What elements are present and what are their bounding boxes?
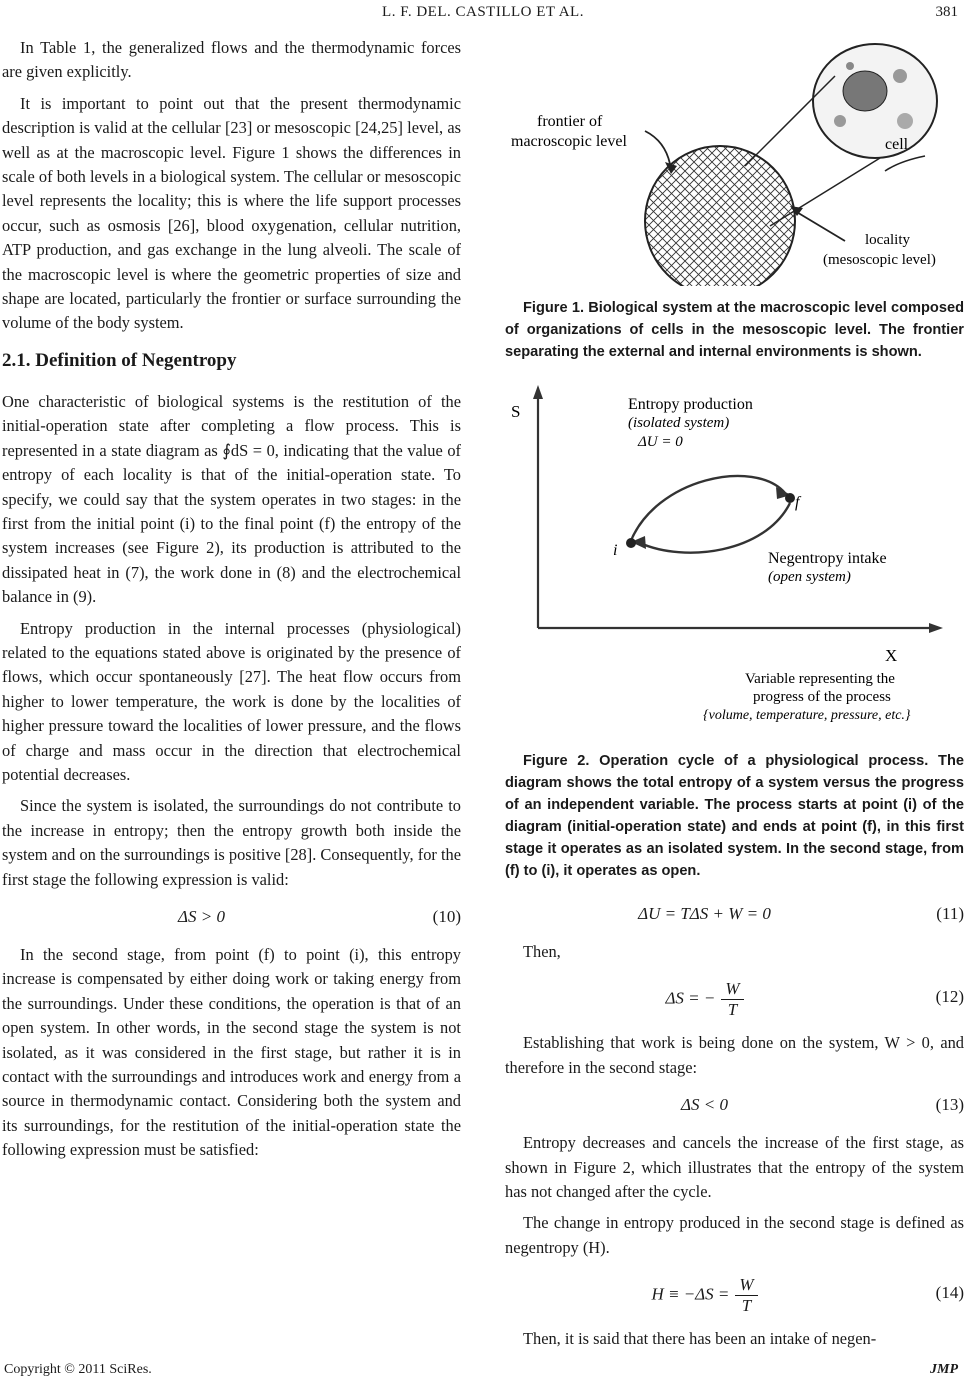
paragraph: One characteristic of biological systems is the restitution of the initial-operation state after completing a flow process. This is represented in a state diagram as ∮dS = 0, indicating that the value of entropy of each locality is that of the initial-operation state. To specify, we could say that the system operates in two stages: in the first from the initial point (i) to the final point (f) the entropy of the system increases (see Figure 2), its production is attributed to the dissipated heat in (7), the work done in (8) and the electrochemical balance in (9). — [2, 391, 461, 607]
negentropy-line-1: Negentropy intake — [768, 550, 887, 567]
section-heading: 2.1. Definition of Negentropy — [2, 349, 237, 371]
label-cell: cell — [885, 136, 909, 153]
copyright: Copyright © 2011 SciRes. — [4, 1362, 152, 1377]
equation-number: (11) — [936, 904, 964, 923]
right-column — [505, 36, 964, 1359]
label-frontier-2: macroscopic level — [511, 133, 627, 150]
negentropy-curve — [640, 503, 790, 553]
equation-number: (13) — [935, 1095, 964, 1115]
equation-expression — [505, 979, 904, 1020]
paragraph: Since the system is isolated, the surroundings do not contribute to the increase in entropy; then the entropy growth both inside the system and on the surroundings is positive [28]. Consequently, for the first stage the following expression is valid: — [2, 796, 461, 889]
figure-2-diagram — [505, 383, 964, 733]
journal-name: JMP — [930, 1362, 958, 1377]
equation-expression: ΔS > 0 — [178, 907, 225, 926]
title-line-3: ΔU = 0 — [638, 434, 683, 450]
variable-line-1: Variable representing the — [745, 671, 895, 687]
denominator: T — [741, 1296, 752, 1316]
equation-lhs: H ≡ −ΔS = — [651, 1284, 730, 1304]
organelle — [893, 69, 907, 83]
numerator: W — [735, 1275, 757, 1296]
paragraph: In Table 1, the generalized flows and the thermodynamic forces are given explicitly. — [2, 38, 461, 82]
equation-expression — [505, 1275, 904, 1316]
equation-14 — [505, 1267, 964, 1321]
y-axis-arrow — [533, 385, 543, 399]
equation-expression: ΔS < 0 — [681, 1095, 728, 1115]
numerator: W — [721, 979, 743, 1000]
point-f-label: f — [795, 494, 800, 511]
label-frontier: frontier of — [537, 113, 603, 130]
axis-x-label: X — [885, 646, 898, 665]
axis-y-label: S — [511, 402, 521, 421]
equation-expression: ΔU = TΔS + W = 0 — [638, 904, 771, 923]
label-locality-2: (mesoscopic level) — [823, 252, 936, 268]
title-line-1: Entropy production — [628, 396, 753, 413]
point-i-label: i — [613, 542, 618, 559]
left-column — [2, 36, 461, 1170]
locality-pointer — [795, 211, 845, 241]
figure-1-illustration — [505, 36, 964, 286]
running-header: L. F. DEL. CASTILLO ET AL. — [382, 4, 584, 20]
paragraph: The change in entropy produced in the second stage is defined as negentropy (H). — [505, 1213, 964, 1257]
variable-line-3: {volume, temperature, pressure, etc.} — [703, 708, 911, 723]
figure-2-caption: Figure 2. Operation cycle of a physiological process. The diagram shows the total entropy of a system versus the progress of an independent variable. The process starts at point (i) of the diagram (initial-operation state) and ends at point (f), in this first stage it operates as an isolated system. In the second stage, from (f) to (i), it operates as open. — [505, 753, 964, 879]
title-line-2: (isolated system) — [628, 415, 730, 431]
page-number: 381 — [935, 4, 958, 20]
figure-1 — [505, 36, 964, 363]
equation-number: (14) — [935, 1283, 964, 1303]
variable-line-2: progress of the process — [753, 689, 891, 705]
paragraph: Establishing that work is being done on the system, W > 0, and therefore in the second stage: — [505, 1033, 964, 1077]
point-i-marker — [626, 538, 636, 548]
paragraph: Then, — [523, 942, 561, 961]
organelle — [834, 115, 846, 127]
point-f-marker — [785, 493, 795, 503]
fraction — [735, 1275, 757, 1316]
organelle — [897, 113, 913, 129]
cell-nucleus — [843, 71, 887, 111]
paragraph: In the second stage, from point (f) to point (i), this entropy increase is compensated by either doing work or taking energy from the surroundings. Under these conditions, the operation is that of an open system. In other words, in the second stage the system is not isolated, as it was considered in the first stage, but rather it is in contact with the surroundings and introduces work and energy from a source in thermodynamic contact. Considering both the system and its surroundings, for the restitution of the initial-operation state the following expression must be satisfied: — [2, 945, 461, 1160]
organelle — [846, 62, 854, 70]
equation-number: (12) — [935, 987, 964, 1007]
cell-label-pointer — [885, 156, 925, 171]
equation-number: (10) — [432, 907, 461, 926]
fraction — [721, 979, 743, 1020]
frontier-pointer — [645, 131, 670, 164]
negentropy-line-2: (open system) — [768, 569, 851, 585]
denominator: T — [727, 1000, 738, 1020]
paragraph: It is important to point out that the present thermodynamic description is valid at the cellular [23] or mesoscopic [24,25] level, as well as at the macroscopic level. Figure 1 shows the differences in scale of both levels in a biological system. The cellular or mesoscopic level represents the locality; this is where the life support processes occur, such as osmosis [26], blood oxygenation, cellular nutrition, ATP production, and gas exchange in the lung alveoli. The scale of the macroscopic level is where the geometric properties of size and shape are located, particularly the frontier or surface surrounding the volume of the body system. — [2, 93, 461, 333]
equation-10 — [2, 899, 461, 937]
paragraph: Entropy production in the internal processes (physiological) related to the equations stated above is originated by the presence of flows, which occur spontaneously [27]. The heat flow occurs from higher to lower temperature, the work is done by the localities of higher pressure toward the localities of lower pressure, and the flows of charge and mass occur in the direction that electrochemical potential decreases. — [2, 618, 461, 784]
figure-1-caption: Figure 1. Biological system at the macroscopic level composed of organizations of cells in the mesoscopic level. The frontier separating the external and internal environments is shown. — [505, 300, 964, 360]
paragraph: Then, it is said that there has been an intake of negen- — [523, 1329, 877, 1349]
label-locality: locality — [865, 232, 910, 248]
paragraph: Entropy decreases and cancels the increase of the first stage, as shown in Figure 2, which illustrates that the entropy of the system has not changed after the cycle. — [505, 1133, 964, 1202]
equation-12 — [505, 971, 964, 1025]
equation-11 — [505, 896, 964, 934]
equation-13 — [505, 1087, 964, 1125]
x-axis-arrow — [929, 623, 943, 633]
equation-lhs: ΔS = − — [665, 988, 716, 1008]
figure-2 — [505, 383, 964, 882]
